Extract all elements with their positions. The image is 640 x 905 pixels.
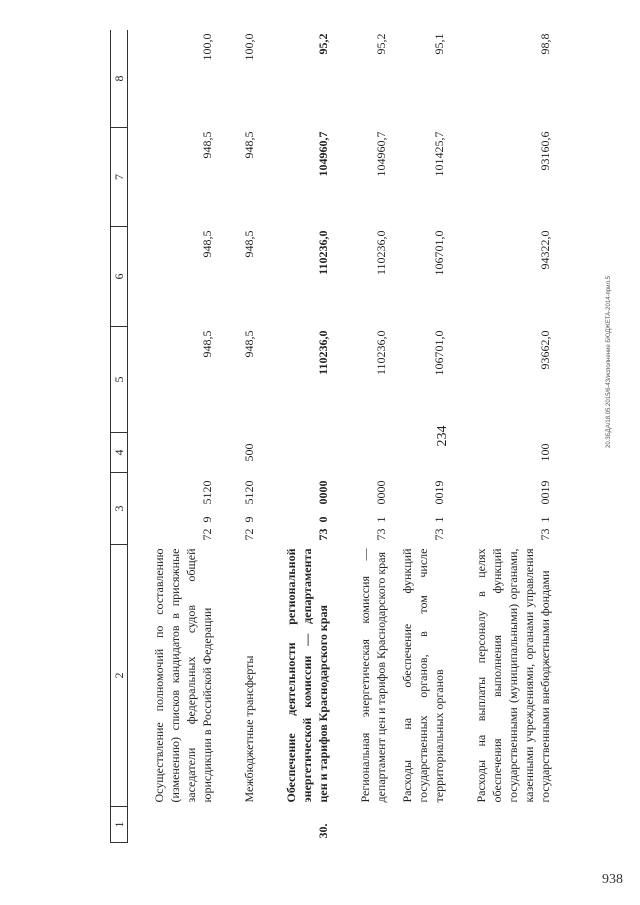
row-number	[216, 807, 258, 843]
header-col-1: 1	[111, 807, 128, 843]
row-refined-plan-value: 110236,0	[373, 230, 388, 276]
row-refined-plan-value: 948,5	[241, 230, 256, 258]
row-code-section: 1	[537, 516, 552, 523]
row-number	[390, 807, 448, 843]
table-row	[128, 30, 216, 843]
row-code-chapter: 73	[431, 528, 446, 541]
row-executed-value: 948,5	[199, 131, 214, 159]
row-expense-type	[258, 432, 332, 472]
row-plan-value: 93662,0	[537, 330, 552, 370]
row-execution-percent: 95,1	[431, 33, 446, 55]
page-number-top: 234	[435, 425, 450, 447]
row-code-chapter: 73	[537, 528, 552, 541]
row-code-chapter: 72	[199, 528, 214, 541]
row-code-article: 0000	[315, 480, 330, 505]
row-refined-plan-value: 106701,0	[431, 230, 446, 276]
page-number-bottom: 938	[602, 872, 623, 887]
row-executed-value: 104960,7	[315, 131, 330, 177]
row-description: Региональная энергетическая комиссия — департамент цен и тарифов Краснодарского края	[357, 548, 388, 803]
row-plan-value: 110236,0	[373, 330, 388, 376]
row-code-article: 0019	[431, 480, 446, 505]
row-description: Расходы на обеспечение функций государственных органов, в том числе территориальных органов	[399, 548, 446, 803]
row-expense-type	[332, 432, 390, 472]
row-code-section: 9	[241, 516, 256, 523]
table-row	[390, 30, 448, 843]
table-row	[258, 30, 332, 843]
row-code-article: 0019	[537, 480, 552, 505]
row-expense-type: 500	[241, 443, 256, 462]
row-code-section: 0	[315, 516, 330, 523]
table-row	[216, 30, 258, 843]
row-execution-percent: 98,8	[537, 33, 552, 55]
row-description: Обеспечение деятельности региональной энергетической комиссии — департамента цен и тарифов Краснодарского края	[283, 548, 330, 803]
table-header-row	[111, 30, 128, 843]
row-expense-type: 100	[537, 443, 552, 462]
row-code-article: 0000	[373, 480, 388, 505]
header-col-5: 5	[111, 326, 128, 432]
row-executed-value: 104960,7	[373, 131, 388, 177]
row-number: 30.	[315, 823, 330, 839]
row-code-chapter: 73	[373, 528, 388, 541]
row-code-chapter: 72	[241, 528, 256, 541]
row-number	[448, 807, 554, 843]
row-execution-percent: 100,0	[241, 33, 256, 61]
row-code-section: 9	[199, 516, 214, 523]
table-row	[448, 30, 554, 843]
row-number	[332, 807, 390, 843]
footer-code: 20.3БДА/18.05.2015/6-43/исполнение БЮДЖЕТА-2014-прил.5	[606, 276, 612, 448]
budget-table	[110, 30, 554, 843]
header-col-2: 2	[111, 545, 128, 807]
table-row	[332, 30, 390, 843]
row-executed-value: 101425,7	[431, 131, 446, 177]
row-description: Расходы на выплаты персоналу в целях обеспечения выполнения функций государственными (муниципальными) органами, казенными учреждениями, органами управления государственными внебюджетными фондами	[473, 548, 552, 803]
row-code-article: 5120	[199, 480, 214, 505]
row-plan-value: 948,5	[199, 330, 214, 358]
row-description: Межбюджетные трансферты	[241, 655, 256, 803]
row-code-section: 1	[431, 516, 446, 523]
row-expense-type	[128, 432, 216, 472]
row-plan-value: 110236,0	[315, 330, 330, 375]
row-executed-value: 93160,6	[537, 131, 552, 171]
row-code-chapter: 73	[315, 528, 330, 541]
row-execution-percent: 100,0	[199, 33, 214, 61]
row-code-article: 5120	[241, 480, 256, 505]
row-plan-value: 106701,0	[431, 330, 446, 376]
header-col-6: 6	[111, 226, 128, 326]
row-number	[128, 807, 216, 843]
row-description: Осуществление полномочий по составлению (изменению) списков кандидатов в присяжные заседатели федеральных судов общей юрисдикции в Российской Федерации	[151, 548, 214, 803]
table-sheet	[110, 30, 582, 843]
row-refined-plan-value: 110236,0	[315, 230, 330, 275]
row-refined-plan-value: 948,5	[199, 230, 214, 258]
row-plan-value: 948,5	[241, 330, 256, 358]
row-execution-percent: 95,2	[373, 33, 388, 55]
row-executed-value: 948,5	[241, 131, 256, 159]
row-code-section: 1	[373, 516, 388, 523]
header-col-3: 3	[111, 472, 128, 544]
header-col-7: 7	[111, 127, 128, 226]
header-col-8: 8	[111, 30, 128, 127]
header-col-4: 4	[111, 432, 128, 472]
row-execution-percent: 95,2	[315, 33, 330, 55]
rotated-table-area	[110, 30, 582, 843]
row-expense-type	[390, 432, 448, 472]
row-refined-plan-value: 94322,0	[537, 230, 552, 270]
